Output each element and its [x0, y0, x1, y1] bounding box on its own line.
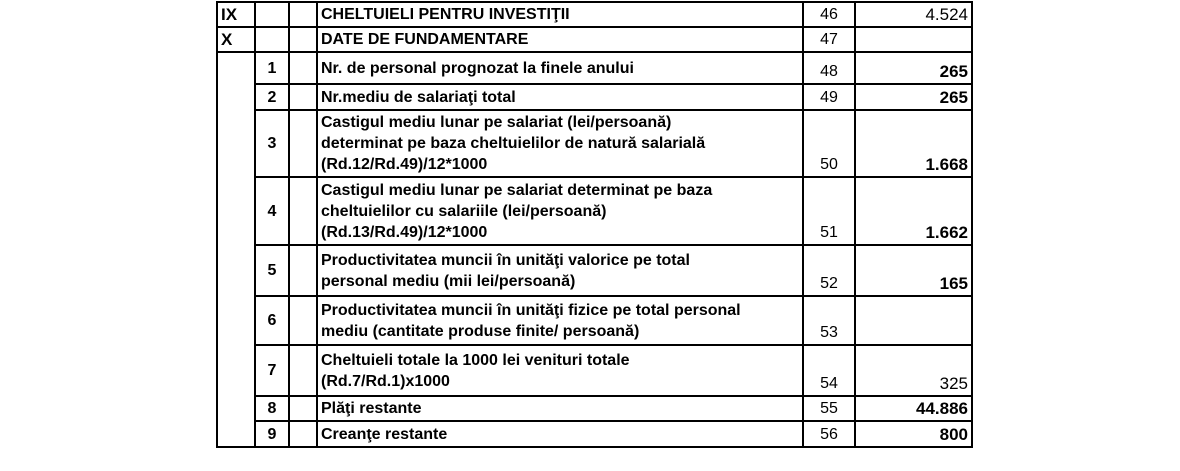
- indicator-label-line: (Rd.7/Rd.1)x1000: [321, 372, 450, 390]
- indicator-label-line: personal mediu (mii lei/persoană): [321, 272, 576, 290]
- row-number-cell: [255, 27, 289, 52]
- row-number-cell: 8: [255, 396, 289, 421]
- indicator-label-cell: [317, 177, 803, 245]
- chapter-cell: IX: [217, 2, 255, 27]
- chapter-cell: [217, 345, 255, 396]
- row-code-cell: 54: [803, 345, 855, 396]
- indicator-label-line: CHELTUIELI PENTRU INVESTIŢII: [321, 6, 570, 23]
- row-code-cell: 52: [803, 245, 855, 296]
- chapter-cell: [217, 177, 255, 245]
- row-code-cell: 56: [803, 421, 855, 447]
- indicator-label-cell: [317, 421, 803, 447]
- indicator-label-line: (Rd.12/Rd.49)/12*1000: [321, 156, 488, 173]
- chapter-cell: X: [217, 27, 255, 52]
- indicator-label-cell: [317, 396, 803, 421]
- row-number-cell: 1: [255, 52, 289, 84]
- empty-cell: [289, 296, 317, 345]
- indicator-label-line: Nr.mediu de salariaţi total: [321, 88, 516, 106]
- chapter-cell: [217, 84, 255, 110]
- row-number-cell: 4: [255, 177, 289, 245]
- row-code-cell: 49: [803, 84, 855, 110]
- table-row: [217, 396, 972, 421]
- value-cell: 265: [855, 52, 972, 84]
- chapter-cell: [217, 296, 255, 345]
- empty-cell: [289, 84, 317, 110]
- indicator-label-cell: [317, 345, 803, 396]
- value-cell: [855, 296, 972, 345]
- indicator-label-cell: [317, 2, 803, 27]
- table-row: [217, 2, 972, 27]
- row-code-cell: 55: [803, 396, 855, 421]
- row-code-cell: 50: [803, 110, 855, 177]
- indicator-label-line: determinat pe baza cheltuielilor de natură salarială: [321, 135, 706, 152]
- table-row: [217, 177, 972, 245]
- value-cell: 800: [855, 421, 972, 447]
- table-row: [217, 296, 972, 345]
- indicator-label-line: Productivitatea muncii în unităţi fizice pe total personal: [321, 301, 741, 319]
- value-cell: [855, 27, 972, 52]
- indicator-label-line: (Rd.13/Rd.49)/12*1000: [321, 223, 488, 241]
- row-number-cell: 3: [255, 110, 289, 177]
- indicator-label-line: Castigul mediu lunar pe salariat determinat pe baza: [321, 181, 713, 199]
- row-code-cell: 53: [803, 296, 855, 345]
- indicator-label-cell: [317, 296, 803, 345]
- empty-cell: [289, 396, 317, 421]
- chapter-cell: [217, 245, 255, 296]
- empty-cell: [289, 2, 317, 27]
- indicator-label-line: Castigul mediu lunar pe salariat (lei/persoană): [321, 114, 672, 131]
- table-row: [217, 110, 972, 177]
- empty-cell: [289, 27, 317, 52]
- indicator-label-cell: [317, 27, 803, 52]
- row-code-cell: 46: [803, 2, 855, 27]
- table-row: [217, 27, 972, 52]
- table-row: [217, 345, 972, 396]
- chapter-cell: [217, 396, 255, 421]
- chapter-cell: [217, 52, 255, 84]
- value-cell: 44.886: [855, 396, 972, 421]
- empty-cell: [289, 110, 317, 177]
- row-code-cell: 47: [803, 27, 855, 52]
- indicator-label-cell: [317, 110, 803, 177]
- value-cell: 4.524: [855, 2, 972, 27]
- row-number-cell: 7: [255, 345, 289, 396]
- row-code-cell: 48: [803, 52, 855, 84]
- value-cell: 1.662: [855, 177, 972, 245]
- table-row: [217, 421, 972, 447]
- empty-cell: [289, 177, 317, 245]
- value-cell: 265: [855, 84, 972, 110]
- row-number-cell: 2: [255, 84, 289, 110]
- value-cell: 325: [855, 345, 972, 396]
- table-row: [217, 245, 972, 296]
- indicator-label-cell: [317, 245, 803, 296]
- indicator-label-line: mediu (cantitate produse finite/ persoană): [321, 322, 640, 340]
- table-row: [217, 52, 972, 84]
- indicator-label-line: Nr. de personal prognozat la finele anului: [321, 59, 634, 77]
- empty-cell: [289, 245, 317, 296]
- row-number-cell: 9: [255, 421, 289, 447]
- indicators-table: [216, 1, 973, 448]
- row-number-cell: 6: [255, 296, 289, 345]
- indicator-label-line: Creanţe restante: [321, 425, 448, 443]
- row-number-cell: 5: [255, 245, 289, 296]
- chapter-cell: [217, 110, 255, 177]
- empty-cell: [289, 421, 317, 447]
- indicator-label-cell: [317, 52, 803, 84]
- empty-cell: [289, 52, 317, 84]
- indicator-label-line: Cheltuieli totale la 1000 lei venituri totale: [321, 351, 630, 369]
- row-number-cell: [255, 2, 289, 27]
- indicator-label-line: cheltuielilor cu salariile (lei/persoană): [321, 202, 607, 220]
- indicator-label-line: Productivitatea muncii în unităţi valorice pe total: [321, 251, 690, 269]
- empty-cell: [289, 345, 317, 396]
- table-row: [217, 84, 972, 110]
- indicator-label-line: Plăţi restante: [321, 400, 422, 417]
- row-code-cell: 51: [803, 177, 855, 245]
- value-cell: 1.668: [855, 110, 972, 177]
- indicator-label-line: DATE DE FUNDAMENTARE: [321, 31, 529, 48]
- chapter-cell: [217, 421, 255, 447]
- value-cell: 165: [855, 245, 972, 296]
- indicator-label-cell: [317, 84, 803, 110]
